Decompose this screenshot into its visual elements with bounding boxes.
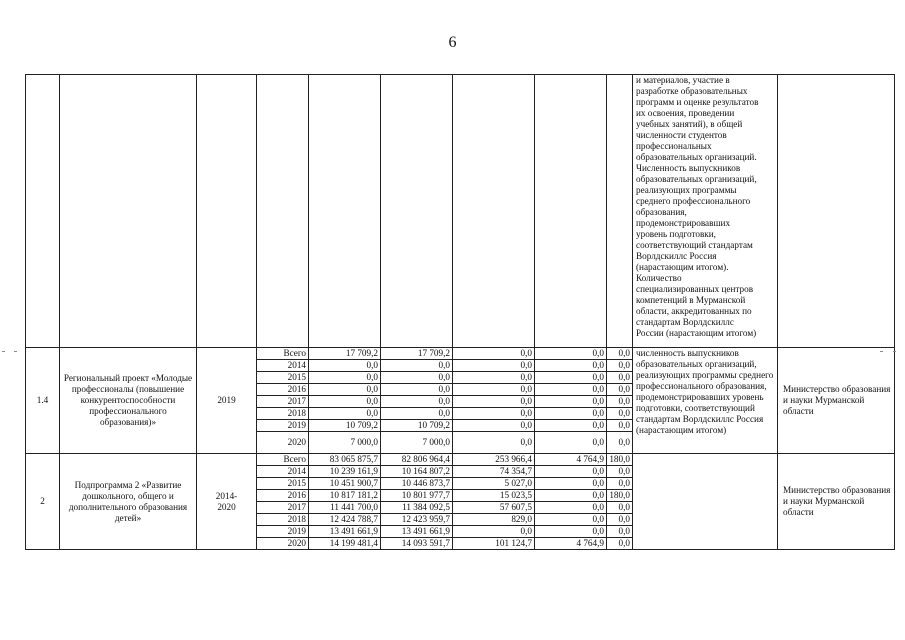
cont-executor-cell	[778, 75, 895, 348]
amount-col4-cell: 0,0	[535, 432, 607, 454]
amount-col5-cell: 0,0	[607, 396, 633, 408]
section-indicator: численность выпускников образовательных организаций, реализующих программы среднего профессионального образования, продемонстрировавших уровень подготовки, соответствующий стандартам Ворлдскиллс Россия (нарастающим итогом)	[633, 348, 778, 454]
amount-col4-cell: 0,0	[535, 514, 607, 526]
amount-col2-cell: 0,0	[381, 360, 453, 372]
amount-col2-cell: 11 384 092,5	[381, 502, 453, 514]
amount-col5-cell: 0,0	[607, 420, 633, 432]
year-cell: 2017	[257, 502, 309, 514]
total-cell: 0,0	[309, 408, 381, 420]
amount-col4-cell: 4 764,9	[535, 538, 607, 550]
amount-col4-cell: 0,0	[535, 360, 607, 372]
total-cell: 10 709,2	[309, 420, 381, 432]
amount-col5-cell: 0,0	[607, 384, 633, 396]
total-cell: 17 709,2	[309, 348, 381, 360]
cont-period-cell	[197, 75, 257, 348]
margin-mark	[893, 351, 896, 352]
cont-number-cell	[26, 75, 60, 348]
amount-col3-cell: 253 966,4	[453, 454, 535, 466]
amount-col2-cell: 13 491 661,9	[381, 526, 453, 538]
total-cell: 11 441 700,0	[309, 502, 381, 514]
total-cell: 7 000,0	[309, 432, 381, 454]
cont-col3-cell	[453, 75, 535, 348]
amount-col5-cell: 0,0	[607, 526, 633, 538]
year-cell: 2016	[257, 490, 309, 502]
amount-col2-cell: 10 164 807,2	[381, 466, 453, 478]
amount-col3-cell: 57 607,5	[453, 502, 535, 514]
cont-year-cell	[257, 75, 309, 348]
amount-col3-cell: 0,0	[453, 526, 535, 538]
amount-col3-cell: 829,0	[453, 514, 535, 526]
section-number: 1.4	[26, 348, 60, 454]
year-cell: Всего	[257, 348, 309, 360]
table-row	[26, 348, 895, 360]
total-cell: 0,0	[309, 384, 381, 396]
amount-col5-cell: 0,0	[607, 502, 633, 514]
continuation-row	[26, 75, 895, 348]
year-cell: 2019	[257, 526, 309, 538]
section-1-4	[26, 348, 895, 454]
amount-col4-cell: 0,0	[535, 384, 607, 396]
amount-col2-cell: 12 423 959,7	[381, 514, 453, 526]
amount-col4-cell: 0,0	[535, 396, 607, 408]
amount-col4-cell: 0,0	[535, 420, 607, 432]
amount-col3-cell: 0,0	[453, 360, 535, 372]
total-cell: 0,0	[309, 372, 381, 384]
amount-col2-cell: 82 806 964,4	[381, 454, 453, 466]
amount-col4-cell: 0,0	[535, 372, 607, 384]
section-name: Региональный проект «Молодые профессионалы (повышение конкурентоспособности профессионального образования)»	[60, 348, 197, 454]
amount-col3-cell: 0,0	[453, 408, 535, 420]
amount-col2-cell: 17 709,2	[381, 348, 453, 360]
amount-col2-cell: 0,0	[381, 384, 453, 396]
amount-col2-cell: 10 709,2	[381, 420, 453, 432]
amount-col4-cell: 0,0	[535, 478, 607, 490]
amount-col5-cell: 0,0	[607, 466, 633, 478]
amount-col3-cell: 5 027,0	[453, 478, 535, 490]
amount-col3-cell: 0,0	[453, 384, 535, 396]
section-executor: Министерство образования и науки Мурманской области	[778, 348, 895, 454]
year-cell: 2018	[257, 408, 309, 420]
cont-col4-cell	[535, 75, 607, 348]
total-cell: 0,0	[309, 396, 381, 408]
amount-col2-cell: 7 000,0	[381, 432, 453, 454]
year-cell: 2017	[257, 396, 309, 408]
amount-col4-cell: 4 764,9	[535, 454, 607, 466]
amount-col5-cell: 0,0	[607, 514, 633, 526]
year-cell: 2014	[257, 360, 309, 372]
section-name: Подпрограмма 2 «Развитие дошкольного, общего и дополнительного образования детей»	[60, 454, 197, 550]
section-indicator	[633, 454, 778, 550]
year-cell: 2020	[257, 538, 309, 550]
cont-col5-cell	[607, 75, 633, 348]
continuation-indicator-text: и материалов, участие в разработке образовательных программ и оценке результатов их освоения, проведении учебных занятий), в общей численности студентов профессиональных образовательных организаций. Численность выпускников образовательных организаций, реализующих программы среднего профессионального образования, продемонстрировавших уровень подготовки, соответствующий стандартам Ворлдскиллс Россия (нарастающим итогом). Количество специализированных центров компетенций в Мурманской области, аккредитованных по стандартам Ворлдскиллс России (нарастающим итогом)	[633, 75, 778, 348]
year-cell: 2016	[257, 384, 309, 396]
amount-col3-cell: 101 124,7	[453, 538, 535, 550]
page-number: 6	[448, 34, 457, 51]
year-cell: Всего	[257, 454, 309, 466]
amount-col4-cell: 0,0	[535, 408, 607, 420]
year-cell: 2015	[257, 372, 309, 384]
total-cell: 10 451 900,7	[309, 478, 381, 490]
amount-col3-cell: 74 354,7	[453, 466, 535, 478]
cont-col2-cell	[381, 75, 453, 348]
table-row	[26, 454, 895, 466]
program-table	[25, 74, 895, 550]
total-cell: 10 817 181,2	[309, 490, 381, 502]
amount-col2-cell: 14 093 591,7	[381, 538, 453, 550]
amount-col2-cell: 0,0	[381, 408, 453, 420]
amount-col4-cell: 0,0	[535, 490, 607, 502]
amount-col5-cell: 180,0	[607, 490, 633, 502]
amount-col5-cell: 0,0	[607, 408, 633, 420]
amount-col3-cell: 0,0	[453, 420, 535, 432]
amount-col5-cell: 0,0	[607, 348, 633, 360]
amount-col5-cell: 0,0	[607, 538, 633, 550]
amount-col3-cell: 0,0	[453, 348, 535, 360]
total-cell: 83 065 875,7	[309, 454, 381, 466]
section-number: 2	[26, 454, 60, 550]
amount-col3-cell: 0,0	[453, 372, 535, 384]
cont-name-cell	[60, 75, 197, 348]
total-cell: 12 424 788,7	[309, 514, 381, 526]
amount-col2-cell: 0,0	[381, 396, 453, 408]
margin-mark	[880, 351, 883, 352]
amount-col5-cell: 0,0	[607, 432, 633, 454]
total-cell: 14 199 481,4	[309, 538, 381, 550]
total-cell: 0,0	[309, 360, 381, 372]
margin-mark	[2, 351, 5, 352]
amount-col2-cell: 10 446 873,7	[381, 478, 453, 490]
amount-col5-cell: 0,0	[607, 478, 633, 490]
year-cell: 2018	[257, 514, 309, 526]
amount-col4-cell: 0,0	[535, 526, 607, 538]
section-period: 2014- 2020	[197, 454, 257, 550]
amount-col3-cell: 15 023,5	[453, 490, 535, 502]
year-cell: 2015	[257, 478, 309, 490]
total-cell: 10 239 161,9	[309, 466, 381, 478]
amount-col5-cell: 0,0	[607, 360, 633, 372]
amount-col4-cell: 0,0	[535, 466, 607, 478]
amount-col4-cell: 0,0	[535, 348, 607, 360]
amount-col5-cell: 180,0	[607, 454, 633, 466]
amount-col2-cell: 10 801 977,7	[381, 490, 453, 502]
total-cell: 13 491 661,9	[309, 526, 381, 538]
margin-mark	[14, 351, 17, 352]
section-period: 2019	[197, 348, 257, 454]
cont-total-cell	[309, 75, 381, 348]
amount-col2-cell: 0,0	[381, 372, 453, 384]
amount-col4-cell: 0,0	[535, 502, 607, 514]
section-executor: Министерство образования и науки Мурманской области	[778, 454, 895, 550]
amount-col3-cell: 0,0	[453, 396, 535, 408]
section-2	[26, 454, 895, 550]
amount-col3-cell: 0,0	[453, 432, 535, 454]
year-cell: 2019	[257, 420, 309, 432]
amount-col5-cell: 0,0	[607, 372, 633, 384]
year-cell: 2020	[257, 432, 309, 454]
year-cell: 2014	[257, 466, 309, 478]
